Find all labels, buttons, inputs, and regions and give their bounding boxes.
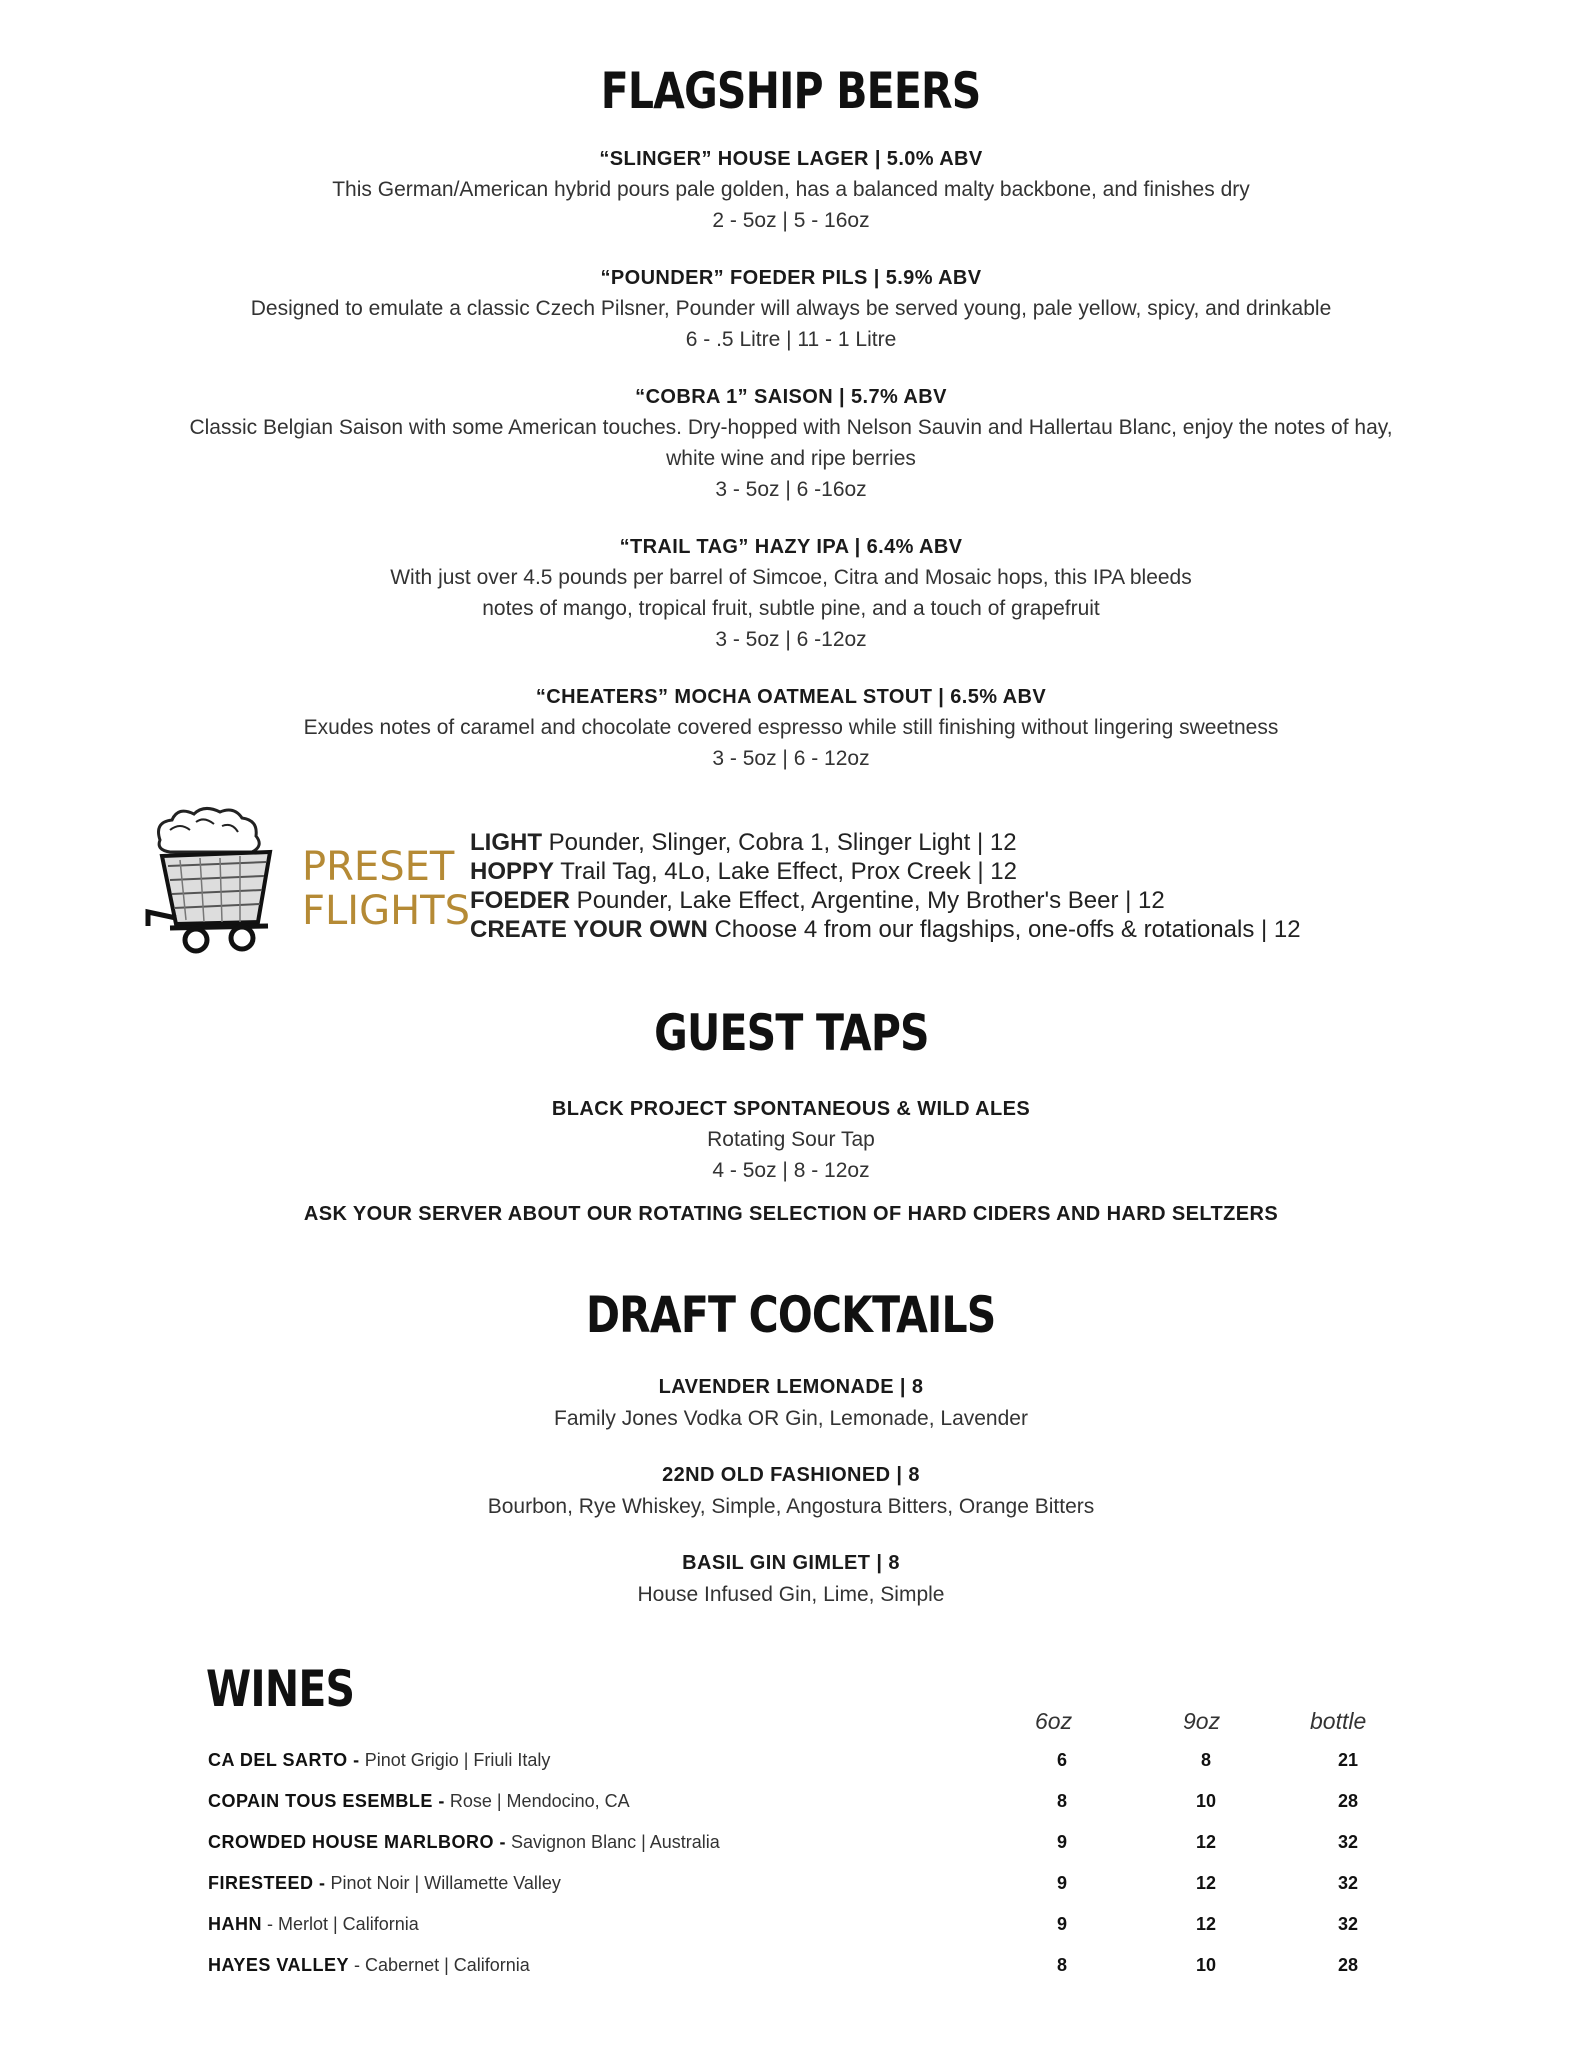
- guest-desc: Rotating Sour Tap: [707, 1128, 875, 1151]
- wine-price-bottle: 32: [1337, 1914, 1359, 1934]
- wine-detail: - Merlot | California: [262, 1914, 419, 1934]
- beer-item: [0, 682, 1582, 774]
- cocktail-desc: Bourbon, Rye Whiskey, Simple, Angostura Bitters, Orange Bitters: [487, 1495, 1095, 1518]
- cocktails-section: [0, 1286, 1582, 1344]
- wine-price-9oz: 10: [1195, 1791, 1217, 1811]
- cocktails-title: DRAFT COCKTAILS: [586, 1286, 996, 1344]
- beer-item: [0, 263, 1582, 355]
- flights-heading-line: FLIGHTS: [302, 888, 470, 934]
- beer-desc: white wine and ripe berries: [666, 447, 916, 470]
- wine-detail: Savignon Blanc | Australia: [506, 1832, 720, 1852]
- wine-header-bottle: bottle: [1310, 1708, 1367, 1734]
- cocktail-item: [0, 1372, 1582, 1434]
- beer-item: [0, 532, 1582, 655]
- wine-row: [208, 1873, 1408, 1903]
- beer-name: “POUNDER” FOEDER PILS | 5.9% ABV: [600, 267, 982, 289]
- wine-row: [208, 1955, 1408, 1985]
- wine-price-bottle: 21: [1337, 1750, 1359, 1770]
- flights-heading-line: PRESET: [302, 844, 455, 890]
- wine-name: COPAIN TOUS ESEMBLE -: [208, 1791, 445, 1811]
- wine-row: [208, 1914, 1408, 1944]
- wine-price-9oz: 12: [1195, 1914, 1217, 1934]
- beer-sizes: 3 - 5oz | 6 - 12oz: [712, 747, 870, 770]
- flight-label: FOEDER: [470, 887, 571, 914]
- flight-label: HOPPY: [470, 858, 555, 885]
- beer-name: “TRAIL TAG” HAZY IPA | 6.4% ABV: [619, 536, 963, 558]
- flight-text: Pounder, Lake Effect, Argentine, My Brother's Beer | 12: [570, 887, 1165, 914]
- wine-price-6oz: 9: [1056, 1832, 1067, 1852]
- flight-text: Pounder, Slinger, Cobra 1, Slinger Light | 12: [542, 829, 1017, 856]
- flight-item: [470, 915, 1301, 944]
- flight-item: [470, 886, 1301, 915]
- cocktail-desc: Family Jones Vodka OR Gin, Lemonade, Lavender: [554, 1407, 1028, 1430]
- beer-desc: With just over 4.5 pounds per barrel of Simcoe, Citra and Mosaic hops, this IPA bleeds: [390, 566, 1192, 589]
- guest-section: [0, 1004, 1582, 1062]
- flights-heading: [302, 845, 470, 933]
- wine-row: [208, 1791, 1408, 1821]
- wine-header-9oz: 9oz: [1183, 1708, 1221, 1734]
- beer-desc: Exudes notes of caramel and chocolate covered espresso while still finishing without lingering sweetness: [303, 716, 1279, 739]
- wine-price-bottle: 28: [1337, 1791, 1359, 1811]
- beer-name: “SLINGER” HOUSE LAGER | 5.0% ABV: [599, 148, 983, 170]
- flights-list: [470, 828, 1301, 944]
- wine-name: FIRESTEED -: [208, 1873, 326, 1893]
- beer-sizes: 3 - 5oz | 6 -16oz: [715, 478, 867, 501]
- wine-name: HAYES VALLEY: [208, 1955, 350, 1975]
- wine-price-bottle: 32: [1337, 1873, 1359, 1893]
- wine-price-6oz: 9: [1056, 1914, 1067, 1934]
- cocktail-item: [0, 1548, 1582, 1610]
- beer-desc: Designed to emulate a classic Czech Pilsner, Pounder will always be served young, pale yellow, spicy, and drinkable: [250, 297, 1332, 320]
- wine-price-6oz: 6: [1056, 1750, 1067, 1770]
- beer-desc: This German/American hybrid pours pale golden, has a balanced malty backbone, and finishes dry: [332, 178, 1250, 201]
- wines-section: [206, 1660, 387, 1718]
- wine-price-bottle: 32: [1337, 1832, 1359, 1852]
- cocktail-item: [0, 1460, 1582, 1522]
- wine-price-6oz: 8: [1056, 1955, 1067, 1975]
- guest-sizes: 4 - 5oz | 8 - 12oz: [712, 1159, 870, 1182]
- beer-sizes: 2 - 5oz | 5 - 16oz: [712, 209, 870, 232]
- guest-item: [0, 1094, 1582, 1186]
- flight-text: Choose 4 from our flagships, one-offs & rotationals | 12: [707, 916, 1301, 943]
- beer-item: [0, 382, 1582, 505]
- cocktail-name: BASIL GIN GIMLET | 8: [682, 1552, 900, 1574]
- flight-text: Trail Tag, 4Lo, Lake Effect, Prox Creek | 12: [554, 858, 1017, 885]
- wine-row: [208, 1832, 1408, 1862]
- beer-desc: notes of mango, tropical fruit, subtle pine, and a touch of grapefruit: [482, 597, 1100, 620]
- flight-label: LIGHT: [470, 829, 542, 856]
- wine-header-6oz: 6oz: [1035, 1708, 1073, 1734]
- wine-price-9oz: 8: [1200, 1750, 1211, 1770]
- ask-server-note: ASK YOUR SERVER ABOUT OUR ROTATING SELECTION OF HARD CIDERS AND HARD SELTZERS: [303, 1203, 1279, 1225]
- wine-row: [208, 1750, 1408, 1780]
- flagship-title: FLAGSHIP BEERS: [601, 62, 981, 120]
- flagship-section: [0, 62, 1582, 120]
- cocktail-desc: House Infused Gin, Lime, Simple: [637, 1583, 945, 1606]
- wine-detail: Pinot Grigio | Friuli Italy: [359, 1750, 551, 1770]
- beer-sizes: 6 - .5 Litre | 11 - 1 Litre: [685, 328, 897, 351]
- guest-name: BLACK PROJECT SPONTANEOUS & WILD ALES: [551, 1098, 1031, 1120]
- beer-desc: Classic Belgian Saison with some American touches. Dry-hopped with Nelson Sauvin and Hallertau Blanc, enjoy the notes of hay,: [189, 416, 1393, 439]
- preset-flights: [140, 800, 1460, 960]
- flight-item: [470, 857, 1301, 886]
- flight-item: [470, 828, 1301, 857]
- wine-price-9oz: 12: [1195, 1873, 1217, 1893]
- guest-title: GUEST TAPS: [653, 1004, 929, 1062]
- cocktail-name: 22ND OLD FASHIONED | 8: [662, 1464, 920, 1486]
- flight-label: CREATE YOUR OWN: [470, 916, 708, 943]
- beer-name: “CHEATERS” MOCHA OATMEAL STOUT | 6.5% ABV: [535, 686, 1047, 708]
- wine-price-bottle: 28: [1337, 1955, 1359, 1975]
- wine-detail: - Cabernet | California: [349, 1955, 530, 1975]
- beer-sizes: 3 - 5oz | 6 -12oz: [715, 628, 867, 651]
- wine-detail: Rose | Mendocino, CA: [444, 1791, 630, 1811]
- beer-item: [0, 144, 1582, 236]
- wine-name: CROWDED HOUSE MARLBORO -: [208, 1832, 506, 1852]
- wines-title: WINES: [206, 1660, 355, 1718]
- cocktail-name: LAVENDER LEMONADE | 8: [658, 1376, 924, 1398]
- wine-price-6oz: 8: [1056, 1791, 1067, 1811]
- wine-name: HAHN: [208, 1914, 262, 1934]
- flight-cart-icon: [140, 800, 300, 960]
- wine-detail: Pinot Noir | Willamette Valley: [325, 1873, 561, 1893]
- wine-price-9oz: 10: [1195, 1955, 1217, 1975]
- beer-name: “COBRA 1” SAISON | 5.7% ABV: [635, 386, 947, 408]
- wine-name: CA DEL SARTO -: [208, 1750, 360, 1770]
- wine-price-6oz: 9: [1056, 1873, 1067, 1893]
- wine-price-9oz: 12: [1195, 1832, 1217, 1852]
